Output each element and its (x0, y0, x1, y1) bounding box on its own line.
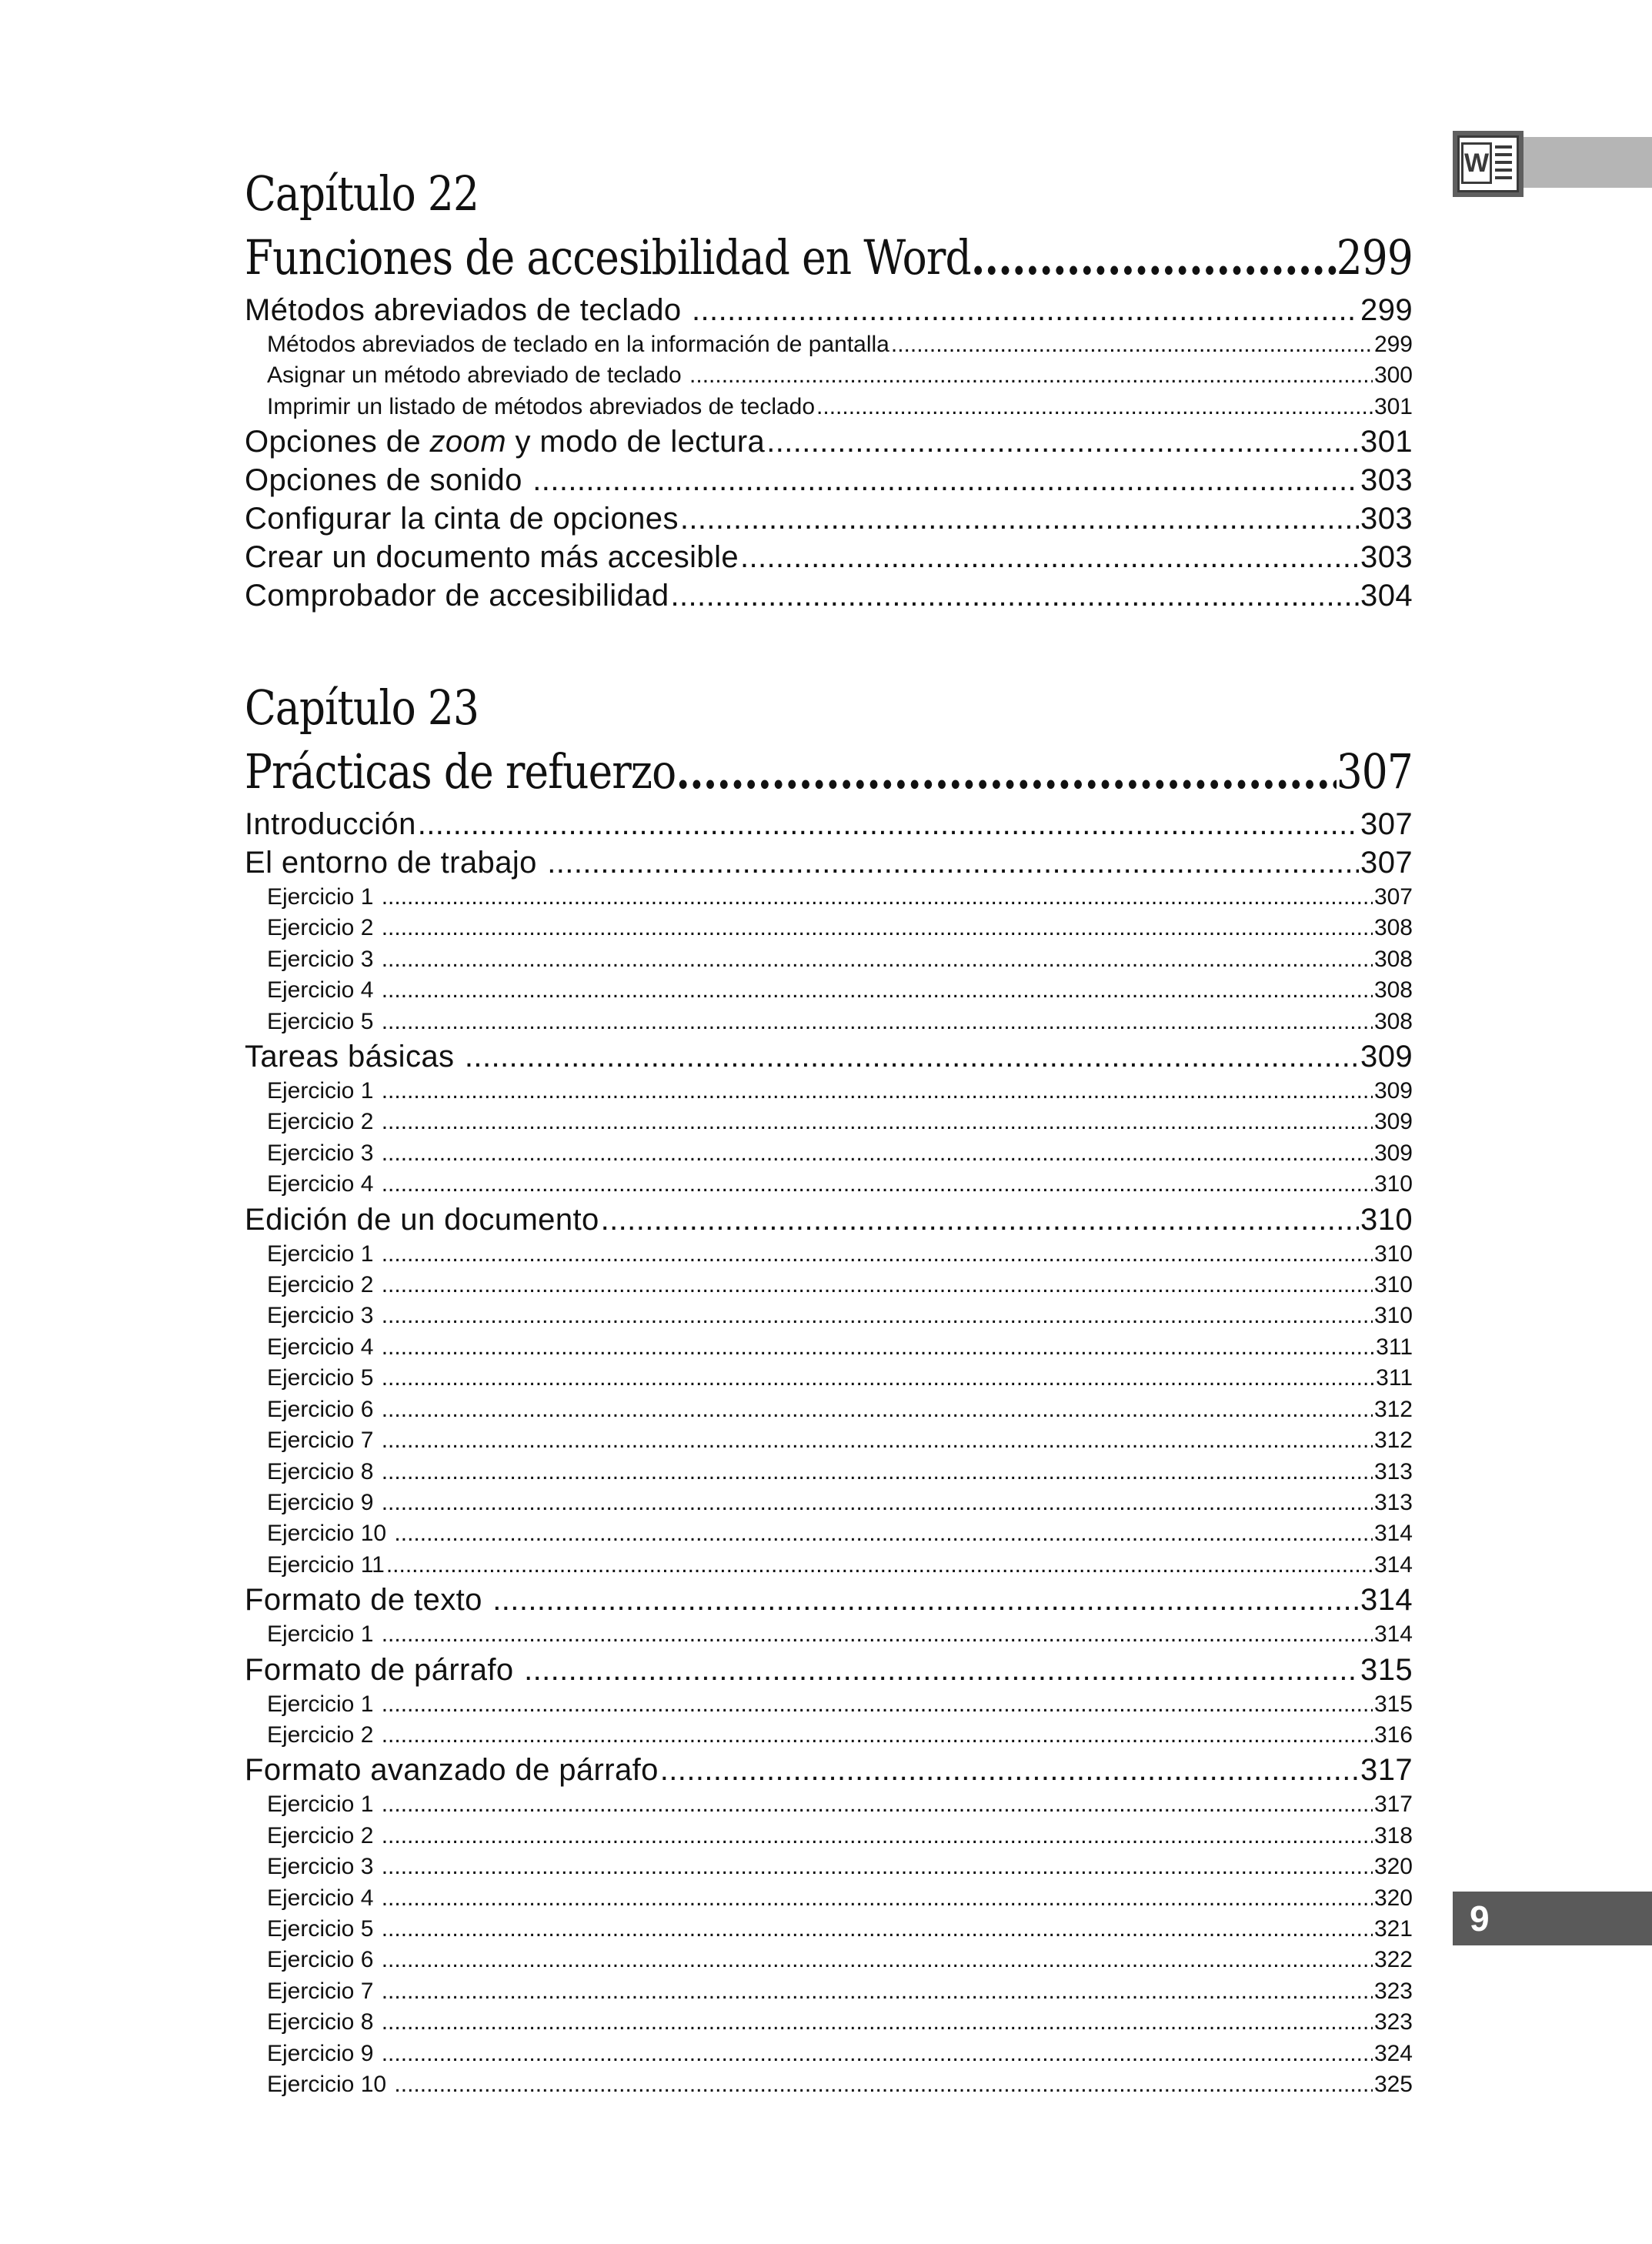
toc-section-entry[interactable] (245, 576, 1413, 615)
dot-leader (382, 2007, 1373, 2038)
toc-section-entry[interactable] (245, 461, 1413, 499)
entry-title: Ejercicio 9 (267, 2040, 380, 2066)
dot-leader (660, 1751, 1359, 1789)
dot-leader (816, 392, 1373, 422)
entry-title: Ejercicio 2 (267, 1721, 380, 1748)
toc-subsection-entry[interactable] (245, 1488, 1413, 1518)
entry-page-number: 299 (1360, 293, 1413, 327)
dot-leader (382, 1914, 1373, 1945)
dot-leader (532, 461, 1359, 499)
entry-title: Ejercicio 1 (267, 884, 380, 910)
dot-leader (680, 499, 1359, 538)
entry-title: Ejercicio 8 (267, 2009, 380, 2035)
dot-leader (382, 1363, 1374, 1394)
word-icon-letter: W (1461, 142, 1492, 184)
toc-subsection-entry[interactable] (245, 2069, 1413, 2100)
entry-title: Ejercicio 3 (267, 1854, 380, 1880)
toc-subsection-entry[interactable] (245, 2039, 1413, 2069)
toc-subsection-entry[interactable] (245, 975, 1413, 1006)
entry-title: Ejercicio 4 (267, 977, 380, 1003)
dot-leader (382, 913, 1373, 943)
toc-subsection-entry[interactable] (245, 392, 1413, 422)
entry-page-number: 323 (1373, 1978, 1413, 2004)
dot-leader (382, 1789, 1373, 1820)
dot-leader (382, 1619, 1373, 1650)
entry-page-number: 304 (1360, 579, 1413, 613)
toc-subsection-entry[interactable] (245, 1457, 1413, 1488)
entry-title: El entorno de trabajo (245, 846, 546, 880)
dot-leader (382, 1852, 1373, 1882)
entry-title: Imprimir un listado de métodos abreviados de teclado (267, 393, 816, 419)
toc-subsection-entry[interactable] (245, 329, 1413, 360)
dot-leader (547, 843, 1359, 882)
entry-title: Edición de un documento (245, 1202, 599, 1237)
dot-leader (382, 1138, 1373, 1169)
entry-title: Ejercicio 10 (267, 2072, 393, 2097)
entry-page-number: 313 (1373, 1489, 1413, 1515)
toc-subsection-entry[interactable] (245, 2007, 1413, 2038)
dot-leader (382, 1976, 1373, 2007)
entry-page-number: 314 (1373, 1621, 1413, 1648)
entry-title: Métodos abreviados de teclado (245, 293, 691, 327)
entry-title: Métodos abreviados de teclado en la información de pantalla (267, 332, 889, 357)
entry-title: Ejercicio 4 (267, 1171, 380, 1197)
toc-subsection-entry[interactable] (245, 1007, 1413, 1037)
entry-title-part: Opciones de (245, 425, 430, 459)
entry-title: Ejercicio 2 (267, 1109, 380, 1135)
toc-subsection-entry[interactable] (245, 1518, 1413, 1549)
entry-page-number: 309 (1373, 1109, 1413, 1135)
toc-subsection-entry[interactable] (245, 882, 1413, 913)
toc-subsection-entry[interactable] (245, 1169, 1413, 1200)
entry-title: Ejercicio 3 (267, 1303, 380, 1329)
chapter-label: Capítulo 22 (245, 165, 479, 222)
toc-subsection-entry[interactable] (245, 1076, 1413, 1107)
toc-section-entry[interactable] (245, 1037, 1413, 1076)
entry-title: Ejercicio 10 (267, 1521, 393, 1547)
entry-page-number: 320 (1373, 1885, 1413, 1911)
chapter-page-number: 299 (1336, 229, 1413, 286)
toc-subsection-entry[interactable] (245, 360, 1413, 391)
dot-leader (382, 1457, 1373, 1488)
entry-title: Ejercicio 1 (267, 1078, 380, 1104)
entry-page-number: 312 (1373, 1428, 1413, 1454)
entry-title: Ejercicio 6 (267, 1947, 380, 1973)
entry-title-emphasis: zoom (429, 425, 506, 459)
toc-subsection-entry[interactable] (245, 1789, 1413, 1820)
entry-title-part: y modo de lectura (506, 425, 766, 459)
dot-leader (382, 1332, 1374, 1363)
dot-leader (492, 1581, 1359, 1619)
entry-page-number: 320 (1373, 1854, 1413, 1880)
toc-subsection-entry[interactable] (245, 1138, 1413, 1169)
dot-leader (382, 1883, 1373, 1914)
entry-title: Ejercicio 1 (267, 1691, 380, 1717)
chapter-title-text: Funciones de accesibilidad en Word (245, 229, 971, 286)
dot-leader (382, 1689, 1373, 1720)
toc-subsection-entry[interactable] (245, 1852, 1413, 1882)
dot-leader (766, 422, 1359, 461)
entry-title: Ejercicio 4 (267, 1334, 380, 1360)
dot-leader (382, 2039, 1373, 2069)
entry-title: Ejercicio 1 (267, 1621, 380, 1648)
dot-leader (971, 225, 1337, 291)
entry-page-number: 309 (1373, 1140, 1413, 1166)
entry-page-number: 301 (1373, 393, 1413, 419)
toc-subsection-entry[interactable] (245, 1945, 1413, 1975)
chapter-title-text: Prácticas de refuerzo (245, 743, 676, 800)
entry-page-number: 308 (1373, 977, 1413, 1003)
dot-leader (676, 739, 1336, 805)
dot-leader (465, 1037, 1359, 1076)
entry-page-number: 307 (1360, 846, 1413, 880)
entry-page-number: 312 (1373, 1396, 1413, 1422)
entry-title: Tareas básicas (245, 1040, 463, 1074)
entry-page-number: 303 (1360, 502, 1413, 536)
toc-subsection-entry[interactable] (245, 1394, 1413, 1425)
entry-title: Formato de texto (245, 1583, 492, 1618)
chapter-23-section (245, 677, 1413, 2100)
toc-subsection-entry[interactable] (245, 1363, 1413, 1394)
dot-leader (382, 1394, 1373, 1425)
dot-leader (382, 1425, 1373, 1456)
entry-page-number: 315 (1373, 1691, 1413, 1717)
page-number: 9 (1470, 1898, 1490, 1938)
entry-title: Ejercicio 2 (267, 1272, 380, 1298)
toc-subsection-entry[interactable] (245, 1821, 1413, 1852)
toc-subsection-entry[interactable] (245, 1270, 1413, 1301)
entry-page-number: 313 (1373, 1458, 1413, 1484)
dot-leader (689, 360, 1373, 391)
dot-leader (382, 1107, 1373, 1137)
entry-page-number: 308 (1373, 946, 1413, 972)
entry-title: Ejercicio 7 (267, 1428, 380, 1454)
chapter-page-number: 307 (1336, 743, 1413, 800)
entry-title: Ejercicio 3 (267, 946, 380, 972)
entry-page-number: 308 (1373, 915, 1413, 941)
toc-section-entry[interactable] (245, 1200, 1413, 1239)
toc-section-entry[interactable] (245, 422, 1413, 461)
entry-page-number: 317 (1373, 1792, 1413, 1818)
dot-leader (394, 1518, 1373, 1549)
dot-leader (601, 1200, 1359, 1239)
entry-title: Ejercicio 6 (267, 1396, 380, 1422)
toc-subsection-entry[interactable] (245, 1301, 1413, 1331)
toc-section-entry[interactable] (245, 805, 1413, 843)
chapter-label: Capítulo 23 (245, 680, 479, 736)
entry-page-number: 322 (1373, 1947, 1413, 1973)
toc-subsection-entry[interactable] (245, 1689, 1413, 1720)
entry-page-number: 301 (1360, 425, 1413, 459)
entry-title: Asignar un método abreviado de teclado (267, 362, 689, 389)
entry-page-number: 310 (1373, 1171, 1413, 1197)
chapter-title[interactable] (245, 225, 1413, 291)
chapter-title[interactable] (245, 739, 1413, 805)
entry-title: Configurar la cinta de opciones (245, 502, 679, 536)
dot-leader (382, 1488, 1373, 1518)
entry-page-number: 303 (1360, 540, 1413, 575)
entry-title: Formato de párrafo (245, 1652, 523, 1687)
entry-page-number: 325 (1373, 2072, 1413, 2097)
toc-section-entry[interactable] (245, 538, 1413, 576)
entry-page-number: 324 (1373, 2040, 1413, 2066)
entry-page-number: 321 (1373, 1915, 1413, 1942)
entry-page-number: 303 (1360, 463, 1413, 498)
entry-page-number: 323 (1373, 2009, 1413, 2035)
toc-subsection-entry[interactable] (245, 1239, 1413, 1270)
entry-title: Introducción (245, 807, 416, 841)
toc-subsection-entry[interactable] (245, 1914, 1413, 1945)
toc-subsection-entry[interactable] (245, 1720, 1413, 1751)
entry-page-number: 299 (1373, 332, 1413, 357)
toc-subsection-entry[interactable] (245, 1107, 1413, 1137)
entry-page-number: 309 (1360, 1040, 1413, 1074)
toc-subsection-entry[interactable] (245, 1332, 1413, 1363)
dot-leader (382, 1945, 1373, 1975)
toc-subsection-entry[interactable] (245, 944, 1413, 975)
dot-leader (394, 2069, 1373, 2100)
toc-section-entry[interactable] (245, 1651, 1413, 1689)
entry-title: Ejercicio 11 (267, 1551, 385, 1578)
toc-subsection-entry[interactable] (245, 1619, 1413, 1650)
dot-leader (382, 944, 1373, 975)
entry-page-number: 318 (1373, 1822, 1413, 1848)
entry-title: Ejercicio 5 (267, 1008, 380, 1034)
dot-leader (740, 538, 1359, 576)
entry-page-number: 300 (1373, 362, 1413, 389)
entry-page-number: 310 (1360, 1202, 1413, 1237)
entry-title: Ejercicio 2 (267, 1822, 380, 1848)
dot-leader (671, 576, 1360, 615)
entry-title: Opciones de sonido (245, 463, 532, 498)
dot-leader (891, 329, 1373, 360)
entry-page-number: 311 (1376, 1365, 1413, 1391)
entry-page-number: 310 (1373, 1272, 1413, 1298)
toc-subsection-entry[interactable] (245, 1976, 1413, 2007)
entry-page-number: 314 (1373, 1551, 1413, 1578)
entry-page-number: 309 (1373, 1078, 1413, 1104)
entry-title: Ejercicio 1 (267, 1241, 380, 1267)
dot-leader (382, 1821, 1373, 1852)
dot-leader (382, 1007, 1373, 1037)
entry-title: Ejercicio 1 (267, 1792, 380, 1818)
toc-section-entry[interactable] (245, 1581, 1413, 1619)
entry-page-number: 314 (1360, 1583, 1413, 1618)
toc-section-entry[interactable] (245, 291, 1413, 329)
entry-page-number: 307 (1373, 884, 1413, 910)
dot-leader (382, 1270, 1373, 1301)
entry-title: Ejercicio 2 (267, 915, 380, 941)
toc-subsection-entry[interactable] (245, 1425, 1413, 1456)
toc-section-entry[interactable] (245, 843, 1413, 882)
entry-title: Comprobador de accesibilidad (245, 579, 669, 613)
dot-leader (692, 291, 1359, 329)
word-icon (1453, 131, 1524, 197)
entry-title: Ejercicio 4 (267, 1885, 380, 1911)
dot-leader (386, 1550, 1373, 1581)
toc-section-entry[interactable] (245, 499, 1413, 538)
toc-section-entry[interactable] (245, 1751, 1413, 1789)
dot-leader (382, 1301, 1373, 1331)
entry-title: Ejercicio 9 (267, 1489, 380, 1515)
toc-subsection-entry[interactable] (245, 1883, 1413, 1914)
entry-page-number: 310 (1373, 1303, 1413, 1329)
entry-page-number: 307 (1360, 807, 1413, 841)
dot-leader (524, 1651, 1359, 1689)
dot-leader (418, 805, 1359, 843)
entry-page-number: 311 (1376, 1334, 1413, 1360)
entry-title: Ejercicio 7 (267, 1978, 380, 2004)
entry-title: Crear un documento más accesible (245, 540, 739, 575)
entry-title: Ejercicio 5 (267, 1365, 380, 1391)
entry-page-number: 314 (1373, 1521, 1413, 1547)
toc-subsection-entry[interactable] (245, 913, 1413, 943)
dot-leader (382, 1239, 1373, 1270)
chapter-22-section (245, 163, 1413, 615)
page-number-tab (1453, 1892, 1652, 1945)
entry-title: Ejercicio 8 (267, 1458, 380, 1484)
dot-leader (382, 1720, 1373, 1751)
dot-leader (382, 882, 1373, 913)
dot-leader (382, 1169, 1373, 1200)
dot-leader (382, 1076, 1373, 1107)
entry-page-number: 315 (1360, 1652, 1413, 1687)
entry-page-number: 308 (1373, 1008, 1413, 1034)
entry-page-number: 317 (1360, 1753, 1413, 1788)
entry-page-number: 316 (1373, 1721, 1413, 1748)
entry-title: Ejercicio 3 (267, 1140, 380, 1166)
toc-subsection-entry[interactable] (245, 1550, 1413, 1581)
dot-leader (382, 975, 1373, 1006)
entry-title (245, 422, 765, 461)
entry-title: Ejercicio 5 (267, 1915, 380, 1942)
entry-title: Formato avanzado de párrafo (245, 1753, 659, 1788)
entry-page-number: 310 (1373, 1241, 1413, 1267)
